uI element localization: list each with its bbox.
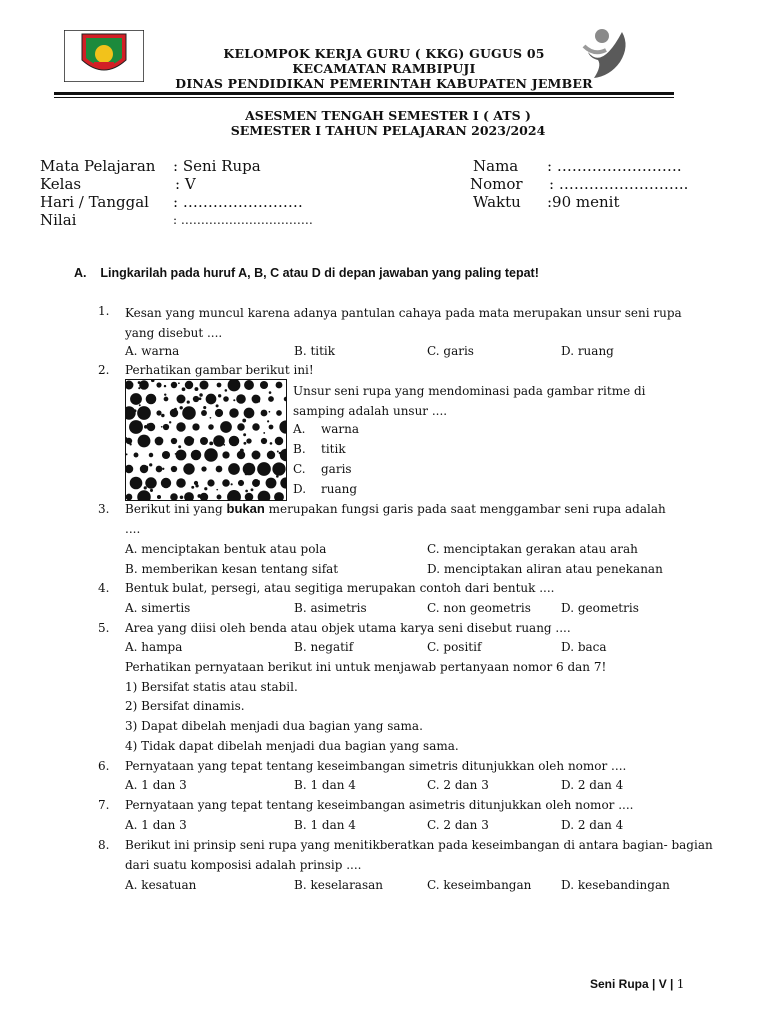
- q4-option-d[interactable]: D. geometris: [561, 601, 639, 615]
- name-value: : …………………….: [547, 157, 682, 175]
- q4-number: 4.: [98, 581, 110, 595]
- q7-text: Pernyataan yang tepat tentang keseimbangan asimetris ditunjukkan oleh nomor ....: [125, 798, 634, 812]
- statement-1: 1) Bersifat statis atau stabil.: [125, 680, 298, 694]
- q5-option-b[interactable]: B. negatif: [294, 640, 354, 654]
- class-value: : V: [175, 175, 196, 193]
- subject-value: : Seni Rupa: [173, 157, 261, 175]
- q2-option-b[interactable]: titik: [321, 442, 346, 456]
- header-divider: [54, 92, 674, 95]
- q8-option-d[interactable]: D. kesebandingan: [561, 878, 670, 892]
- q2-option-c[interactable]: garis: [321, 462, 352, 476]
- q4-option-b[interactable]: B. asimetris: [294, 601, 367, 615]
- q3-number: 3.: [98, 502, 110, 516]
- q3-option-c[interactable]: C. menciptakan gerakan atau arah: [427, 542, 638, 556]
- q6-option-d[interactable]: D. 2 dan 4: [561, 778, 624, 792]
- exam-title: ASESMEN TENGAH SEMESTER I ( ATS ): [245, 108, 531, 123]
- q1-option-c[interactable]: C. garis: [427, 344, 474, 358]
- name-label: Nama: [473, 157, 519, 175]
- q8-text-line2: dari suatu komposisi adalah prinsip ....: [125, 858, 362, 872]
- q8-option-b[interactable]: B. keselarasan: [294, 878, 384, 892]
- q6-option-b[interactable]: B. 1 dan 4: [294, 778, 356, 792]
- q8-number: 8.: [98, 838, 110, 852]
- score-value: : ……………………………: [173, 213, 313, 227]
- instruction-text: Lingkarilah pada huruf A, B, C atau D di depan jawaban yang paling tepat!: [100, 266, 539, 280]
- q5-option-d[interactable]: D. baca: [561, 640, 607, 654]
- subject-label: Mata Pelajaran: [40, 157, 156, 175]
- q5-option-c[interactable]: C. positif: [427, 640, 482, 654]
- q5-number: 5.: [98, 621, 110, 635]
- exam-subtitle: SEMESTER I TAHUN PELAJARAN 2023/2024: [230, 123, 546, 138]
- q2-option-d-letter[interactable]: D.: [293, 482, 307, 496]
- q2-option-c-letter[interactable]: C.: [293, 462, 306, 476]
- q8-option-a[interactable]: A. kesatuan: [125, 878, 197, 892]
- q6-option-a[interactable]: A. 1 dan 3: [125, 778, 187, 792]
- q1-number: 1.: [98, 304, 110, 318]
- section-letter: A.: [74, 266, 87, 280]
- q4-option-a[interactable]: A. simertis: [125, 601, 191, 615]
- q7-option-a[interactable]: A. 1 dan 3: [125, 818, 187, 832]
- number-value: : ……………………..: [549, 175, 689, 193]
- q3-option-a[interactable]: A. menciptakan bentuk atau pola: [125, 542, 327, 556]
- section-a-instruction: [74, 266, 539, 280]
- q3-text: [125, 501, 666, 517]
- q1-option-d[interactable]: D. ruang: [561, 344, 614, 358]
- time-label: Waktu: [473, 193, 521, 211]
- q8-text-line1: Berikut ini prinsip seni rupa yang menitikberatkan pada keseimbangan di antara bagian- bagian: [125, 838, 713, 852]
- score-label: Nilai: [40, 211, 77, 229]
- q2-text: Perhatikan gambar berikut ini!: [125, 363, 314, 377]
- q2-number: 2.: [98, 363, 110, 377]
- q6-option-c[interactable]: C. 2 dan 3: [427, 778, 489, 792]
- q2-option-a[interactable]: warna: [321, 422, 360, 436]
- footer-label: Seni Rupa | V |: [590, 977, 674, 991]
- statement-4: 4) Tidak dapat dibelah menjadi dua bagian yang sama.: [125, 739, 459, 753]
- q7-option-c[interactable]: C. 2 dan 3: [427, 818, 489, 832]
- q3-text-pre: Berikut ini yang: [125, 502, 227, 516]
- q2-option-a-letter[interactable]: A.: [293, 422, 306, 436]
- q3-text-bold: bukan: [226, 501, 265, 516]
- date-value: : ……………………: [173, 193, 303, 211]
- q3-text-post: merupakan fungsi garis pada saat menggambar seni rupa adalah: [264, 502, 666, 516]
- class-label: Kelas: [40, 175, 82, 193]
- q3-option-d[interactable]: D. menciptakan aliran atau penekanan: [427, 562, 663, 576]
- statements-intro: Perhatikan pernyataan berikut ini untuk menjawab pertanyaan nomor 6 dan 7!: [125, 660, 607, 674]
- header-group: KELOMPOK KERJA GURU ( KKG) GUGUS 05: [223, 46, 545, 61]
- time-value: :90 menit: [547, 193, 620, 211]
- rhythm-dots-image: [125, 379, 287, 501]
- header-divider-thin: [54, 97, 674, 98]
- q5-option-a[interactable]: A. hampa: [125, 640, 183, 654]
- q7-option-b[interactable]: B. 1 dan 4: [294, 818, 356, 832]
- q4-option-c[interactable]: C. non geometris: [427, 601, 531, 615]
- q2-option-d[interactable]: ruang: [321, 482, 358, 496]
- q1-option-b[interactable]: B. titik: [294, 344, 336, 358]
- date-label: Hari / Tanggal: [40, 193, 149, 211]
- q6-text: Pernyataan yang tepat tentang keseimbangan simetris ditunjukkan oleh nomor ....: [125, 759, 627, 773]
- q4-text: Bentuk bulat, persegi, atau segitiga merupakan contoh dari bentuk ....: [125, 581, 555, 595]
- page-number: 1: [676, 977, 685, 991]
- q6-number: 6.: [98, 759, 110, 773]
- statement-3: 3) Dapat dibelah menjadi dua bagian yang sama.: [125, 719, 423, 733]
- statement-2: 2) Bersifat dinamis.: [125, 699, 245, 713]
- q5-text: Area yang diisi oleh benda atau objek utama karya seni disebut ruang ....: [125, 621, 571, 635]
- q7-option-d[interactable]: D. 2 dan 4: [561, 818, 624, 832]
- q3-text-cont: ....: [125, 522, 141, 536]
- q8-option-c[interactable]: C. keseimbangan: [427, 878, 532, 892]
- q1-option-a[interactable]: A. warna: [125, 344, 180, 358]
- q3-option-b[interactable]: B. memberikan kesan tentang sifat: [125, 562, 339, 576]
- q2-side-text: Unsur seni rupa yang mendominasi pada gambar ritme di samping adalah unsur ....: [293, 384, 646, 418]
- q7-number: 7.: [98, 798, 110, 812]
- header-agency: DINAS PENDIDIKAN PEMERINTAH KABUPATEN JEMBER: [175, 76, 593, 91]
- header-district: KECAMATAN RAMBIPUJI: [292, 61, 476, 76]
- number-label: Nomor: [470, 175, 523, 193]
- page-footer: [590, 977, 684, 991]
- q1-text: Kesan yang muncul karena adanya pantulan cahaya pada mata merupakan unsur seni rupa yang disebut ....: [125, 306, 682, 340]
- q2-option-b-letter[interactable]: B.: [293, 442, 306, 456]
